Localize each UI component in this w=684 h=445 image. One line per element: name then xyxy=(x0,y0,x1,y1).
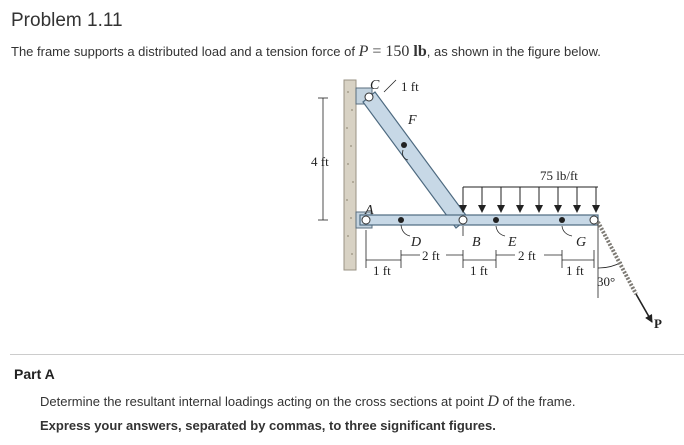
label-b: B xyxy=(472,235,481,250)
label-f: F xyxy=(408,113,417,128)
label-p: P xyxy=(654,316,662,331)
tension-variable: P xyxy=(358,43,369,60)
part-a-heading: Part A xyxy=(14,366,55,382)
dim-bhalf-label: 1 ft xyxy=(470,263,488,278)
dim-db-label: 2 ft xyxy=(422,248,440,263)
tension-unit: lb xyxy=(413,43,427,60)
label-g: G xyxy=(576,235,587,250)
wall xyxy=(344,80,356,270)
equals-sign: = xyxy=(368,43,386,60)
question-text xyxy=(40,393,575,411)
tension-force-arrow xyxy=(636,294,652,322)
dim-ad-label: 1 ft xyxy=(373,263,391,278)
pin-c xyxy=(365,93,373,101)
label-e: E xyxy=(508,235,517,250)
point-f-marker xyxy=(401,142,407,148)
problem-title: Problem 1.11 xyxy=(11,10,123,31)
statement-suffix: , as shown in the figure below. xyxy=(426,44,601,59)
question-suffix: of the frame. xyxy=(498,394,576,409)
answer-instruction: Express your answers, separated by commas, to three significant figures. xyxy=(40,418,496,433)
top-dimension-label: 1 ft xyxy=(401,79,419,94)
point-d-marker xyxy=(398,217,404,223)
frame-figure xyxy=(300,72,670,342)
label-d: D xyxy=(411,235,422,250)
tension-value: 150 xyxy=(385,43,410,60)
dim-eg-label: 2 ft xyxy=(518,248,536,263)
statement-prefix: The frame supports a distributed load and a tension force of xyxy=(11,44,359,59)
point-g-marker xyxy=(559,217,565,223)
label-c: C xyxy=(370,78,380,93)
tension-equation xyxy=(359,43,427,60)
top-dimension-line xyxy=(384,80,396,92)
divider xyxy=(10,354,684,355)
load-arrows xyxy=(463,187,596,212)
question-point: D xyxy=(487,393,499,410)
angle-label: 30° xyxy=(597,274,616,289)
question-prefix: Determine the resultant internal loadings acting on the cross sections at point xyxy=(40,394,488,409)
problem-statement xyxy=(11,43,601,61)
point-e-marker xyxy=(493,217,499,223)
label-a: A xyxy=(365,203,374,218)
dim-gend-label: 1 ft xyxy=(566,263,584,278)
pin-b xyxy=(459,216,467,224)
height-dimension-label: 4 ft xyxy=(311,154,329,169)
load-label: 75 lb/ft xyxy=(540,168,578,183)
